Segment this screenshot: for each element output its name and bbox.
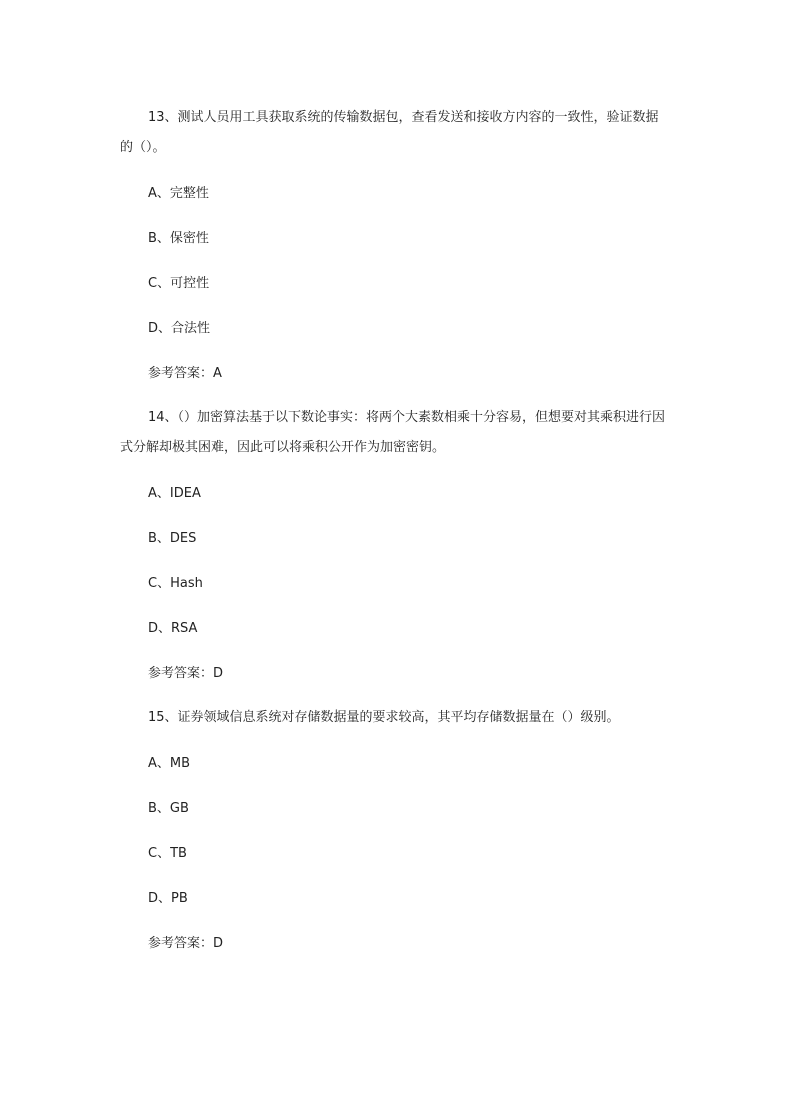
question-15-stem: 15、证券领域信息系统对存储数据量的要求较高，其平均存储数据量在（）级别。	[148, 710, 620, 725]
question-15-answer: 参考答案：D	[148, 936, 224, 951]
question-15-option-c: C、TB	[148, 846, 187, 861]
question-13-option-a: A、完整性	[148, 186, 209, 201]
question-14-option-c: C、Hash	[148, 576, 203, 591]
question-13-stem: 13、测试人员用工具获取系统的传输数据包，查看发送和接收方内容的一致性，验证数据的（）。	[120, 110, 659, 155]
question-14-option-a: A、IDEA	[148, 486, 201, 501]
question-14-option-b: B、DES	[148, 531, 197, 546]
question-13-option-c: C、可控性	[148, 276, 210, 291]
question-14-option-d: D、RSA	[148, 621, 198, 636]
question-15-option-b: B、GB	[148, 801, 189, 816]
question-14-stem: 14、（）加密算法基于以下数论事实：将两个大素数相乘十分容易，但想要对其乘积进行因式分解却极其困难，因此可以将乘积公开作为加密密钥。	[120, 410, 666, 455]
question-13-answer: 参考答案：A	[148, 366, 222, 381]
question-13-option-b: B、保密性	[148, 231, 209, 246]
question-15-option-d: D、PB	[148, 891, 188, 906]
question-14-answer: 参考答案：D	[148, 666, 224, 681]
question-15-option-a: A、MB	[148, 756, 191, 771]
question-13-option-d: D、合法性	[148, 321, 211, 336]
